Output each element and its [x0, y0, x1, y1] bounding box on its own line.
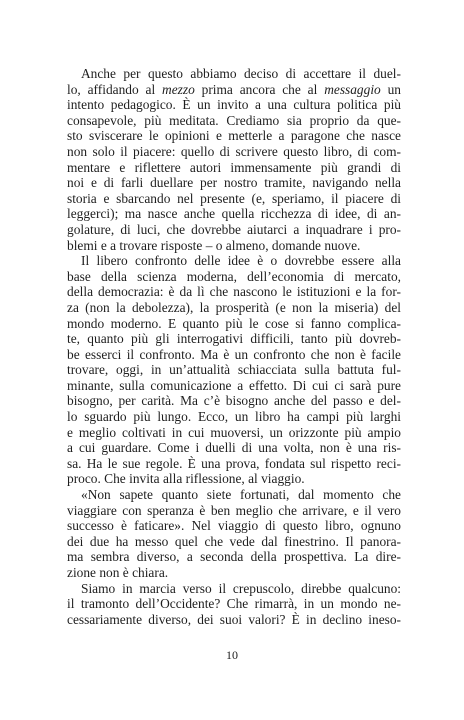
text-segment: a cui guardare. Come i duelli di una volta, non è una ris-: [67, 440, 401, 456]
text-line: [67, 222, 401, 238]
text-line: [67, 253, 401, 269]
paragraph: [67, 66, 401, 253]
text-line: [67, 612, 401, 628]
text-line: [67, 440, 401, 456]
text-segment: viaggiare con speranza è ben meglio che arrivare, e il vero: [67, 502, 401, 518]
text-segment: be esserci il confronto. Ma è un confronto che non è facile: [67, 346, 401, 362]
text-segment: dei due ha messo quel che vede dal finestrino. Il panora-: [67, 533, 401, 549]
text-segment: base della scienza moderna, dell’economia di mercato,: [67, 268, 401, 284]
text-line: [67, 409, 401, 425]
text-segment: mondo moderno. E quanto più le cose si fanno complica-: [67, 315, 401, 331]
text-line: [67, 97, 401, 113]
text-segment: zione non è chiara.: [67, 565, 169, 580]
text-line: [67, 565, 401, 581]
text-line: [67, 316, 401, 332]
text-segment: noi e di farli duellare per nostro tramite, navigando nella: [67, 175, 401, 191]
text-segment: golature, di luci, che dovrebbe aiutarci a inquadrare i pro-: [67, 221, 401, 237]
text-segment: trovare, oggi, in un’attualità schiacciata sulla battuta ful-: [67, 362, 401, 378]
body-text: [67, 66, 401, 627]
text-segment: intento pedagogico. È un invito a una cultura politica più: [67, 97, 401, 113]
text-line: [67, 144, 401, 160]
text-segment: e meglio coltivati in cui muoversi, un orizzonte più ampio: [67, 424, 401, 440]
text-line: [67, 487, 401, 503]
text-segment: Anche per questo abbiamo deciso di accettare il duel-: [81, 66, 401, 81]
text-line: [67, 128, 401, 144]
paragraph: [67, 487, 401, 581]
text-segment: consapevole, più meditata. Crediamo sia proprio da que-: [67, 112, 401, 128]
text-segment: minante, sulla comunicazione a effetto. Di cui ci sarà pure: [67, 377, 401, 393]
paragraph: [67, 581, 401, 628]
text-segment: un: [380, 81, 401, 97]
text-line: [67, 596, 401, 612]
text-segment: za (non la debolezza), la prosperità (e non la miseria) del: [67, 299, 401, 315]
text-line: [67, 518, 401, 534]
text-line: [67, 82, 401, 98]
text-segment: sto sviscerare le opinioni e metterle a paragone che nasce: [67, 128, 401, 144]
text-segment: te, quanto più gli interrogativi difficili, tanto più dovreb-: [67, 331, 401, 347]
text-segment: «Non sapete quanto siete fortunati, dal momento che: [81, 487, 401, 503]
text-segment: Il libero confronto delle idee è o dovrebbe essere alla: [81, 253, 401, 269]
text-segment: non solo il piacere: quello di scrivere questo libro, di com-: [67, 143, 401, 159]
text-line: [67, 113, 401, 129]
text-segment: blemi e a trovare risposte – o almeno, domande nuove.: [67, 237, 361, 253]
italic-word: messaggio: [324, 81, 381, 97]
text-line: [67, 206, 401, 222]
text-line: [67, 581, 401, 597]
text-line: [67, 269, 401, 285]
text-segment: Siamo in marcia verso il crepuscolo, direbbe qualcuno:: [81, 580, 401, 596]
text-line: [67, 238, 401, 254]
text-segment: il tramonto dell’Occidente? Che rimarrà, in un mondo ne-: [67, 596, 401, 612]
text-line: [67, 191, 401, 207]
paragraph: [67, 253, 401, 487]
text-line: [67, 378, 401, 394]
text-segment: leggerci); ma nasce anche quella ricchezza di idee, di an-: [67, 206, 401, 222]
text-segment: cessariamente diverso, dei suoi valori? È in declino ineso-: [67, 611, 401, 627]
text-line: [67, 534, 401, 550]
text-line: [67, 393, 401, 409]
text-line: [67, 284, 401, 300]
text-segment: prima ancora che al: [194, 81, 325, 97]
text-line: [67, 175, 401, 191]
text-segment: sa. Ha le sue regole. È una prova, fondata sul rispetto reci-: [67, 455, 401, 471]
text-segment: proco. Che invita alla riflessione, al viaggio.: [67, 471, 305, 487]
text-segment: mentare e riflettere autori immensamente più grandi di: [67, 159, 401, 175]
text-line: [67, 347, 401, 363]
text-line: [67, 160, 401, 176]
text-segment: bisogno, per carità. Ma c’è bisogno anche del passo e del-: [67, 393, 401, 409]
text-segment: ma sembra diverso, a seconda della prospettiva. La dire-: [67, 549, 401, 565]
text-line: [67, 471, 401, 487]
text-line: [67, 362, 401, 378]
italic-word: mezzo: [162, 81, 195, 97]
text-line: [67, 549, 401, 565]
text-line: [67, 503, 401, 519]
text-line: [67, 66, 401, 82]
text-segment: lo sguardo più lungo. Ecco, un libro ha campi più larghi: [67, 409, 401, 425]
text-line: [67, 331, 401, 347]
text-segment: della democrazia: è da lì che nascono le istituzioni e la for-: [67, 284, 401, 300]
text-line: [67, 425, 401, 441]
text-line: [67, 456, 401, 472]
text-segment: storia e sbarcando nel presente (e, speriamo, il piacere di: [67, 190, 401, 206]
text-line: [67, 300, 401, 316]
text-segment: lo, affidando al: [67, 81, 163, 97]
text-segment: successo è faticare». Nel viaggio di questo libro, ognuno: [67, 518, 401, 534]
page-number: 10: [226, 648, 238, 662]
